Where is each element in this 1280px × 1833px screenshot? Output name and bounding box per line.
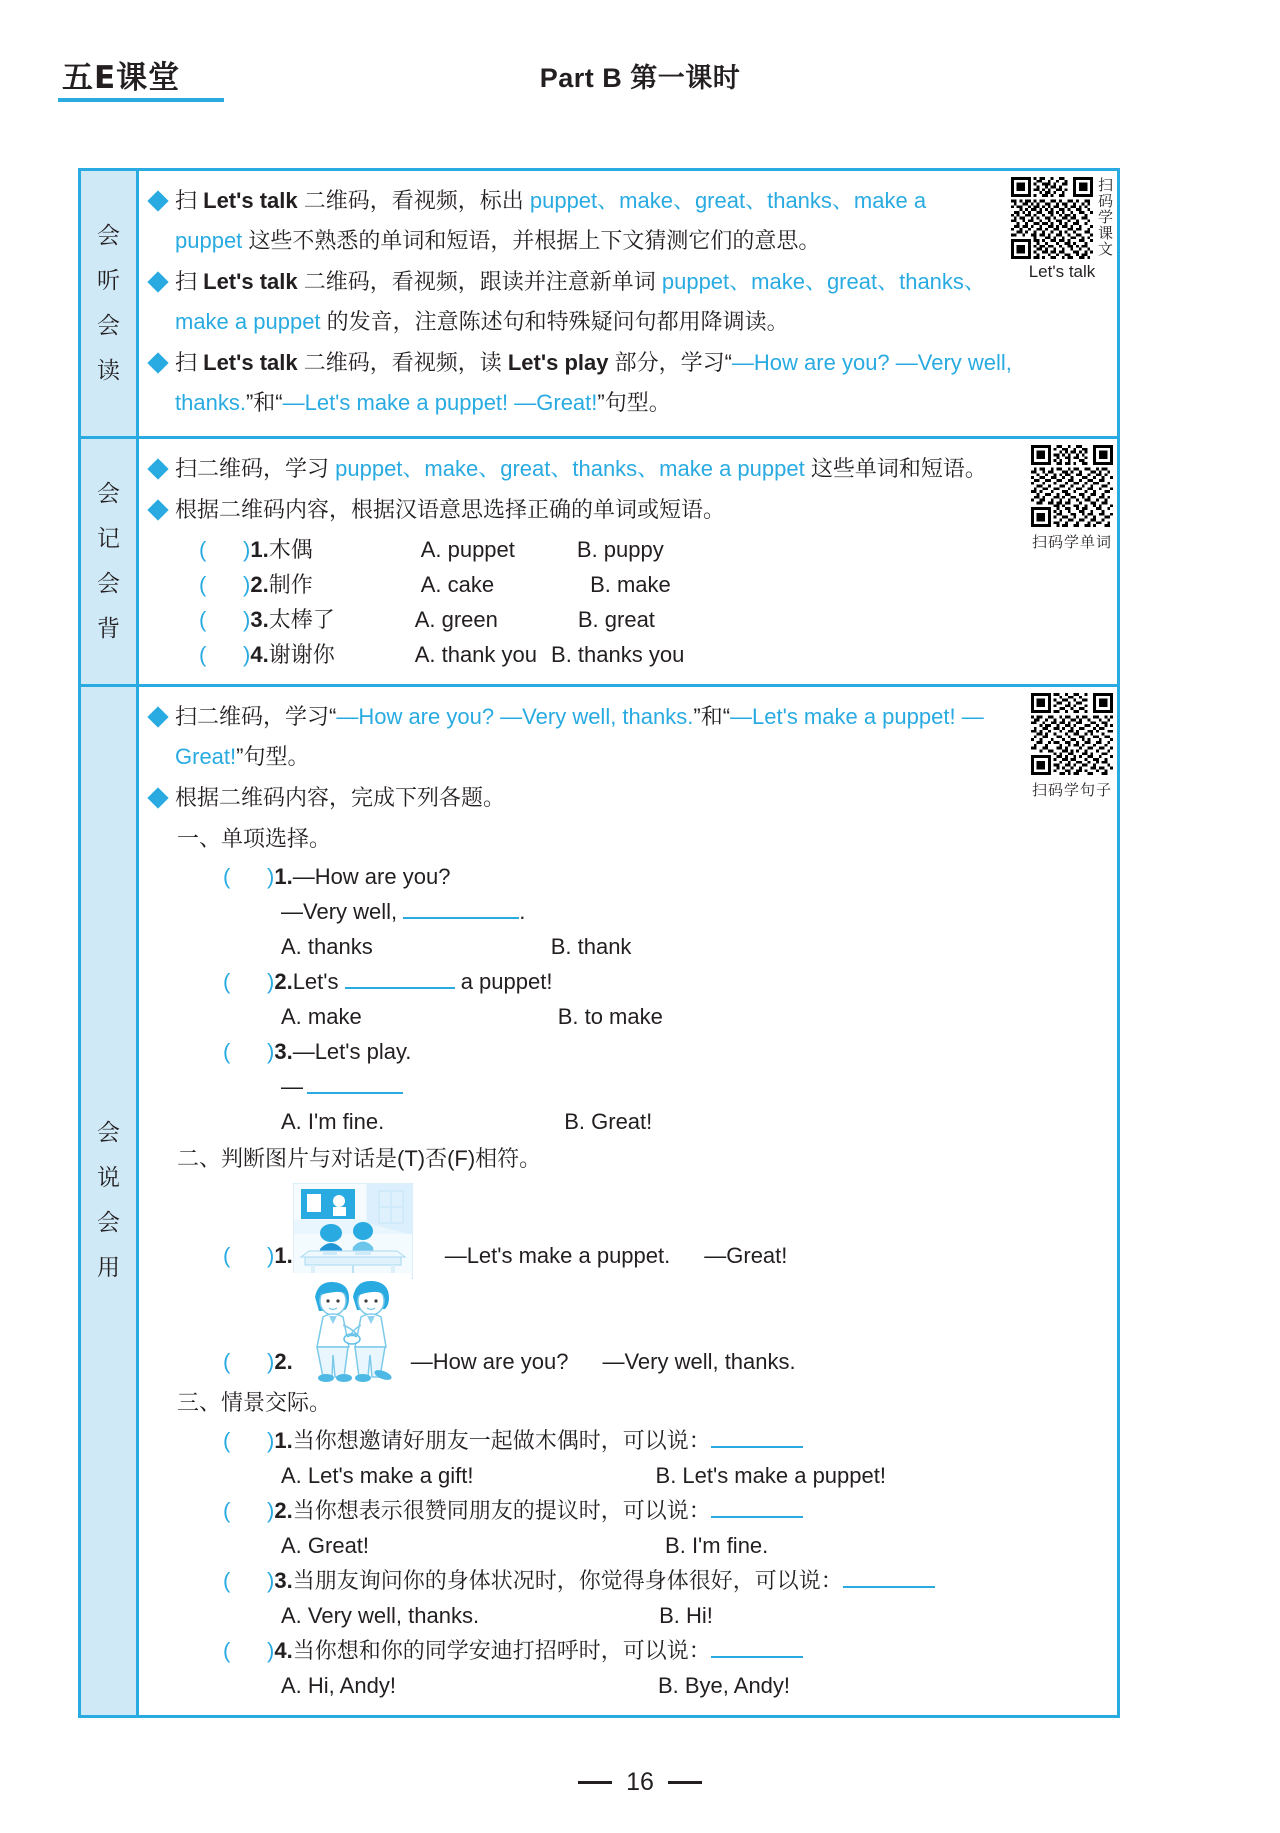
option-b[interactable]: B. Great! — [564, 1109, 653, 1134]
item-text-segment: —Let's make a puppet! —Great! — [282, 390, 598, 415]
category-char: 会 — [97, 480, 120, 507]
option-a[interactable]: A. Let's make a gift! — [281, 1463, 474, 1488]
option-b[interactable]: B. thanks you — [551, 642, 685, 667]
question-prompt: 当你想和你的同学安迪打招呼时，可以说： — [292, 1638, 711, 1663]
list-item — [149, 449, 1105, 489]
qr-caption: 扫码学单词 — [1031, 533, 1112, 551]
two-boys-handshake-scene-image — [293, 1273, 411, 1385]
question-list-multiple-choice — [223, 859, 1105, 1139]
answer-blank[interactable] — [403, 897, 519, 919]
option-row[interactable] — [223, 1458, 1105, 1493]
section-speaking-using — [81, 687, 1117, 1715]
question-prompt: 制作 — [268, 572, 313, 597]
option-b[interactable]: B. great — [577, 607, 655, 632]
option-b[interactable]: B. make — [590, 572, 671, 597]
option-row[interactable] — [223, 1528, 1105, 1563]
section-body-listening-reading — [139, 171, 1117, 436]
option-b[interactable]: B. thank — [550, 934, 632, 959]
item-text-segment: —Let's make a puppet! —Great! — [175, 704, 984, 769]
question-number: 3. — [250, 607, 269, 632]
qr-code-image[interactable] — [1031, 445, 1113, 527]
answer-paren-left[interactable]: ( ) — [223, 1498, 275, 1523]
category-label-memorize-recite — [81, 439, 139, 684]
item-text-segment: Let's talk — [203, 188, 298, 213]
category-char: 用 — [97, 1255, 120, 1281]
answer-blank[interactable] — [843, 1568, 935, 1588]
classroom-craft-scene-image — [293, 1183, 413, 1279]
answer-paren-left[interactable]: ( ) — [223, 1349, 275, 1374]
question-line-2-row[interactable] — [223, 894, 1105, 929]
option-a[interactable]: A. thanks — [281, 934, 373, 959]
diamond-bullet-icon — [149, 354, 167, 372]
question-row[interactable] — [199, 567, 1105, 602]
item-text-segment: 扫 — [175, 188, 204, 213]
question-line-2-row[interactable] — [223, 1069, 1105, 1104]
answer-paren-left[interactable]: ( ) — [223, 969, 275, 994]
diamond-bullet-icon — [149, 460, 167, 478]
item-text-segment: 这些不熟悉的单词和短语，并根据上下文猜测它们的意思。 — [242, 228, 821, 253]
brand-title: 五E课堂 — [62, 60, 181, 96]
option-b[interactable]: B. Hi! — [659, 1603, 713, 1628]
diamond-bullet-icon — [149, 501, 167, 519]
dialogue-text-a: —Let's make a puppet. — [444, 1243, 671, 1268]
option-b[interactable]: B. Let's make a puppet! — [655, 1463, 886, 1488]
question-row[interactable] — [223, 1493, 1105, 1528]
category-char: 会 — [97, 1210, 120, 1236]
diamond-bullet-icon — [149, 192, 167, 210]
category-char: 会 — [97, 222, 120, 249]
item-text-segment: 扫 — [175, 269, 204, 294]
subsection-heading-multiple-choice: 一、单项选择。 — [177, 826, 332, 851]
lesson-table — [78, 168, 1120, 1718]
qr-code-image[interactable] — [1031, 693, 1113, 775]
option-a[interactable]: A. Very well, thanks. — [281, 1603, 480, 1628]
question-row[interactable] — [223, 1183, 1105, 1279]
option-b[interactable]: B. I'm fine. — [665, 1533, 769, 1558]
list-item — [149, 181, 1105, 261]
option-b[interactable]: B. puppy — [576, 537, 664, 562]
item-text-segment: 扫二维码，学习“ — [175, 704, 337, 729]
option-b[interactable]: B. to make — [557, 1004, 663, 1029]
item-text-segment: 二维码，看视频，标出 — [297, 188, 530, 213]
option-a[interactable]: A. green — [414, 607, 498, 632]
list-item — [149, 343, 1105, 423]
question-number: 1. — [250, 537, 269, 562]
question-row[interactable] — [223, 964, 1105, 999]
question-number: 1. — [274, 1428, 293, 1453]
question-line-1: —Let's play. — [292, 1039, 412, 1064]
item-text-segment: ”句型。 — [597, 390, 671, 415]
subsection-heading-true-false: 二、判断图片与对话是(T)否(F)相符。 — [177, 1146, 542, 1171]
question-number: 1. — [274, 864, 293, 889]
answer-blank[interactable] — [711, 1428, 803, 1448]
category-char: 会 — [97, 312, 120, 339]
list-item — [149, 697, 1105, 777]
question-prompt: 太棒了 — [268, 607, 335, 632]
question-list-true-false — [223, 1183, 1105, 1385]
question-number: 2. — [274, 969, 293, 994]
qr-block-lets-talk[interactable] — [1011, 177, 1113, 282]
answer-paren-left[interactable]: ( ) — [199, 572, 251, 597]
answer-paren-left[interactable]: ( ) — [223, 1568, 275, 1593]
question-number: 1. — [274, 1243, 293, 1268]
question-row[interactable] — [223, 1034, 1105, 1069]
list-item — [149, 490, 1105, 530]
question-row[interactable] — [223, 1633, 1105, 1668]
dialogue-text-b: —Great! — [704, 1243, 788, 1268]
question-line-pre: Let's — [292, 969, 345, 994]
option-row[interactable] — [223, 1598, 1105, 1633]
item-text-segment: Let's talk — [203, 269, 298, 294]
item-text-segment: puppet、make、great、thanks、make a puppet — [335, 456, 805, 481]
footer-dash-left — [578, 1781, 612, 1784]
category-char: 读 — [97, 357, 120, 384]
option-row[interactable] — [223, 929, 1105, 964]
item-text-segment: 二维码，看视频，读 — [297, 350, 508, 375]
option-row[interactable] — [223, 1668, 1105, 1703]
list-item — [149, 262, 1105, 342]
option-row[interactable] — [223, 1104, 1105, 1139]
diamond-bullet-icon — [149, 273, 167, 291]
answer-paren-left[interactable]: ( ) — [223, 1039, 275, 1064]
qr-caption: 扫码学句子 — [1031, 781, 1112, 799]
option-a[interactable]: A. make — [281, 1004, 362, 1029]
question-row[interactable] — [223, 1273, 1105, 1385]
question-number: 3. — [274, 1039, 293, 1064]
answer-paren-left[interactable]: ( ) — [223, 1638, 275, 1663]
item-text-segment: Let's talk — [203, 350, 298, 375]
answer-paren-left[interactable]: ( ) — [223, 864, 275, 889]
option-a[interactable]: A. Hi, Andy! — [281, 1673, 396, 1698]
answer-blank[interactable] — [345, 967, 455, 989]
option-b[interactable]: B. Bye, Andy! — [657, 1673, 791, 1698]
answer-blank[interactable] — [711, 1638, 803, 1658]
diamond-bullet-icon — [149, 708, 167, 726]
option-a[interactable]: A. thank you — [414, 642, 538, 667]
answer-blank[interactable] — [307, 1074, 403, 1094]
section-body-memorize-recite — [139, 439, 1117, 684]
qr-code-image[interactable] — [1011, 177, 1093, 259]
brand-underline — [58, 98, 224, 102]
category-label-listening-reading — [81, 171, 139, 436]
item-text-segment: 部分，学习“ — [608, 350, 732, 375]
category-char: 会 — [97, 1120, 120, 1146]
question-row[interactable] — [199, 602, 1105, 637]
diamond-bullet-icon — [149, 789, 167, 807]
question-row[interactable] — [223, 859, 1105, 894]
category-char: 说 — [97, 1165, 120, 1191]
item-text-segment: ”和“ — [693, 704, 731, 729]
question-list-vocab — [199, 532, 1105, 672]
question-row[interactable] — [223, 1423, 1105, 1458]
question-row[interactable] — [199, 637, 1105, 672]
dialogue-text-a: —How are you? — [410, 1349, 569, 1374]
section-body-speaking-using — [139, 687, 1117, 1715]
category-char: 背 — [97, 615, 120, 642]
dialogue-text-b: —Very well, thanks. — [602, 1349, 796, 1374]
answer-paren-left[interactable]: ( ) — [199, 607, 251, 632]
option-a[interactable]: A. Great! — [281, 1533, 370, 1558]
question-line-post: a puppet! — [454, 969, 553, 994]
item-text-segment: 扫二维码，学习 — [175, 456, 336, 481]
category-char: 记 — [97, 525, 120, 552]
item-text-segment: —How are you? —Very well, thanks. — [336, 704, 694, 729]
item-text-segment: ”和“ — [245, 390, 283, 415]
qr-caption: Let's talk — [1028, 262, 1096, 281]
footer-dash-right — [668, 1781, 702, 1784]
answer-paren-left[interactable]: ( ) — [223, 1428, 275, 1453]
question-number: 2. — [250, 572, 269, 597]
question-number: 4. — [250, 642, 269, 667]
answer-paren-left[interactable]: ( ) — [199, 537, 251, 562]
question-line-2-pre: —Very well, — [281, 899, 404, 924]
section-memorize-recite — [81, 439, 1117, 687]
list-item — [149, 778, 1105, 818]
question-prompt: 当你想表示很赞同朋友的提议时，可以说： — [292, 1498, 711, 1523]
category-label-speaking-using — [81, 687, 139, 1715]
option-row[interactable] — [223, 999, 1105, 1034]
textbook-page — [0, 44, 1280, 1833]
question-prompt: 木偶 — [268, 537, 313, 562]
page-title: Part B 第一课时 — [539, 63, 741, 93]
item-text-segment: puppet、make、great、thanks、make a puppet — [175, 188, 927, 253]
category-char: 会 — [97, 570, 120, 597]
question-line-2-pre: — — [281, 1074, 303, 1099]
option-a[interactable]: A. puppet — [420, 537, 515, 562]
section-listening-reading — [81, 171, 1117, 439]
category-char: 听 — [97, 267, 120, 294]
page-footer — [0, 1768, 1280, 1797]
item-text-segment: ”句型。 — [236, 744, 310, 769]
question-list-situational — [223, 1423, 1105, 1703]
subsection-heading-situational: 三、情景交际。 — [177, 1390, 332, 1415]
item-text-segment: 这些单词和短语。 — [804, 456, 987, 481]
page-number: 16 — [626, 1768, 654, 1796]
option-a[interactable]: A. I'm fine. — [281, 1109, 385, 1134]
answer-paren-left[interactable]: ( ) — [223, 1243, 275, 1268]
item-text-segment: 的发音，注意陈述句和特殊疑问句都用降调读。 — [320, 309, 789, 334]
answer-blank[interactable] — [711, 1498, 803, 1518]
question-line-2-post: . — [519, 899, 526, 924]
question-prompt: 当朋友询问你的身体状况时，你觉得身体很好，可以说： — [292, 1568, 843, 1593]
item-text-segment: 根据二维码内容，完成下列各题。 — [175, 785, 506, 810]
question-row[interactable] — [223, 1563, 1105, 1598]
question-row[interactable] — [199, 532, 1105, 567]
item-text-segment: 根据二维码内容，根据汉语意思选择正确的单词或短语。 — [175, 497, 726, 522]
question-number: 2. — [274, 1498, 293, 1523]
item-text-segment: 扫 — [175, 350, 204, 375]
qr-block-sentences[interactable] — [1031, 693, 1113, 800]
qr-block-vocabulary[interactable] — [1031, 445, 1113, 552]
question-number: 2. — [274, 1349, 293, 1374]
question-prompt: 当你想邀请好朋友一起做木偶时，可以说： — [292, 1428, 711, 1453]
question-number: 3. — [274, 1568, 293, 1593]
item-text-segment: —How are you? —Very well, thanks. — [175, 350, 1012, 415]
question-number: 4. — [274, 1638, 293, 1663]
page-header — [0, 44, 1280, 116]
question-prompt: 谢谢你 — [268, 642, 335, 667]
question-line-1: —How are you? — [292, 864, 451, 889]
item-text-segment: 二维码，看视频，跟读并注意新单词 — [297, 269, 662, 294]
option-a[interactable]: A. cake — [420, 572, 495, 597]
qr-vertical-label: 扫码学课文 — [1096, 177, 1114, 257]
answer-paren-left[interactable]: ( ) — [199, 642, 251, 667]
item-text-segment: puppet、make、great、thanks、make a puppet — [175, 269, 986, 334]
item-text-segment: Let's play — [507, 350, 609, 375]
